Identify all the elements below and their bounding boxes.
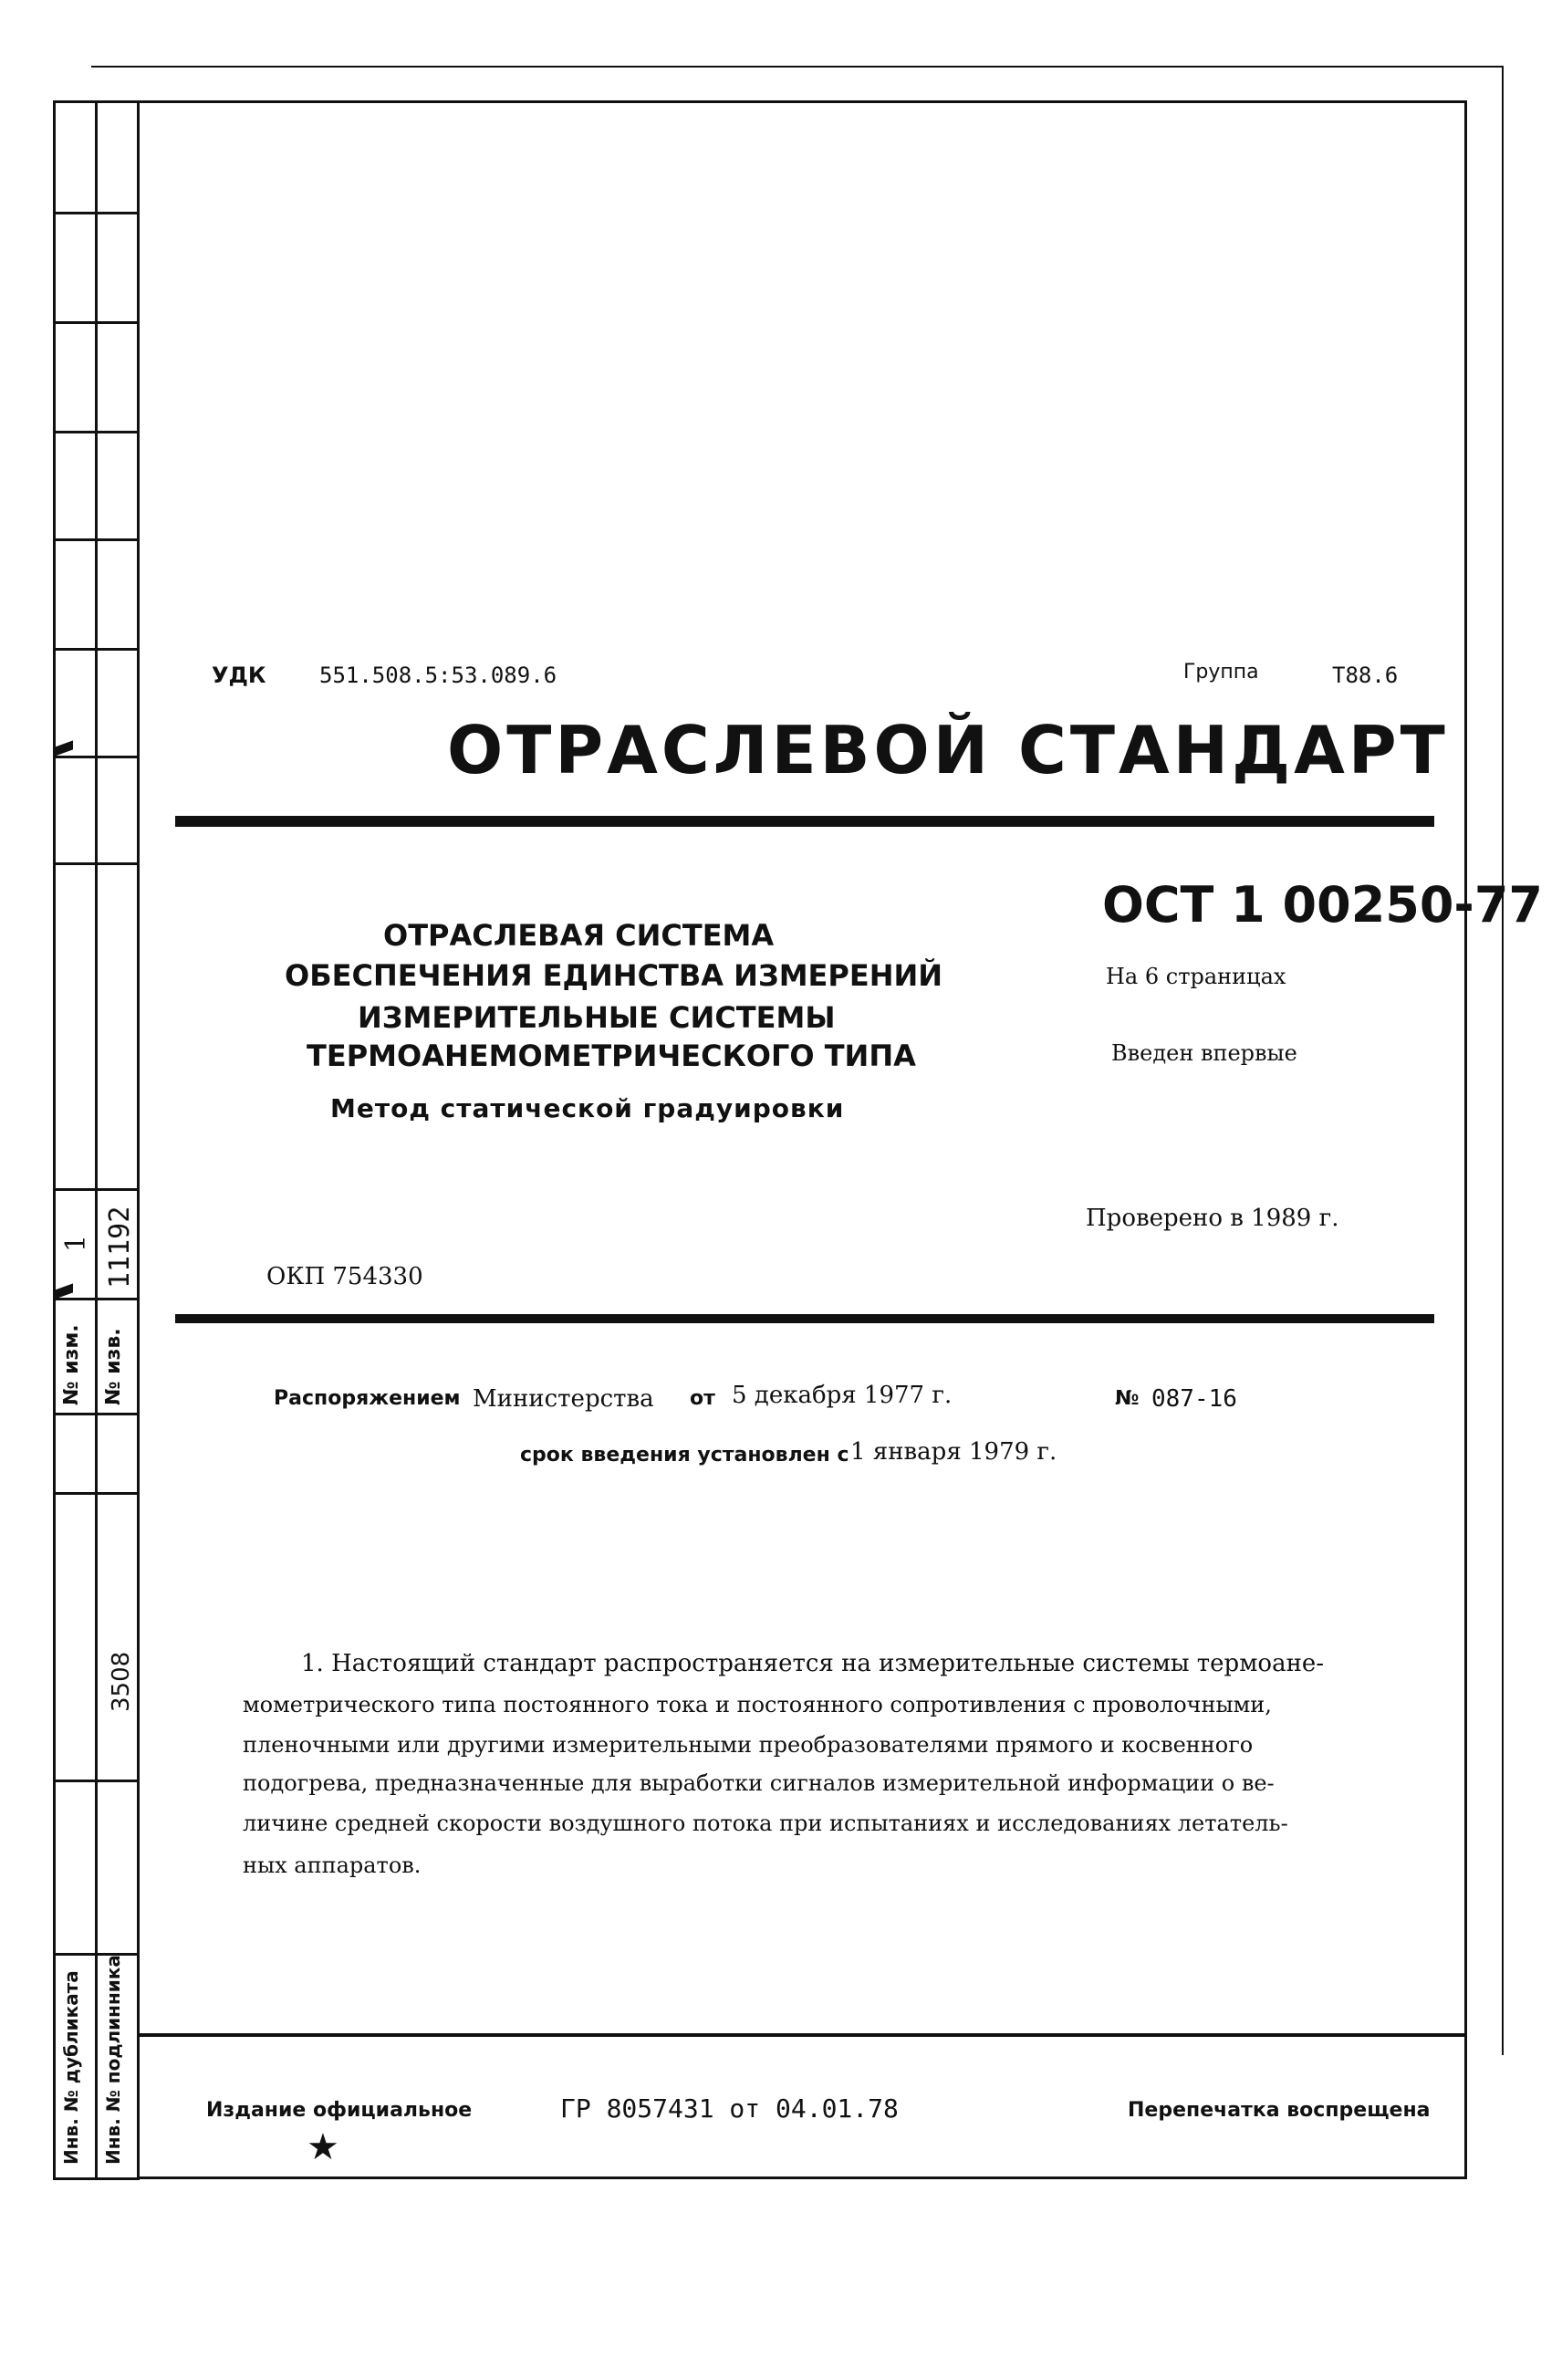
- subject-line5: Метод статической градуировки: [330, 1093, 845, 1123]
- subject-line4: ТЕРМОАНЕМОМЕТРИЧЕСКОГО ТИПА: [307, 1039, 916, 1073]
- stamp-cell-divider: [53, 212, 140, 214]
- stamp-cell-divider: [53, 756, 140, 758]
- stamp-col-top: [53, 100, 140, 103]
- standard-introduced: Введен впервые: [1111, 1040, 1297, 1066]
- standard-pages: На 6 страницах: [1106, 964, 1286, 989]
- body-line3: пленочными или другими измерительными преобразователями прямого и косвенного: [243, 1732, 1254, 1758]
- scan-border-top: [91, 66, 1504, 68]
- stamp-col-mid: [95, 100, 98, 2179]
- order-from-label: от: [690, 1387, 715, 1410]
- okp-code: ОКП 754330: [266, 1263, 423, 1290]
- order-date: 5 декабря 1977 г.: [732, 1382, 953, 1409]
- body-line5: личине средней скорости воздушного потока при испытаниях и исследованиях летатель-: [243, 1811, 1288, 1836]
- stamp-col-bottom: [53, 2177, 140, 2180]
- stamp-orig-label: Инв. № подлинника: [102, 1955, 124, 2165]
- footer-star: ★: [307, 2126, 339, 2168]
- footer-rule: [137, 2033, 1467, 2037]
- stamp-change-no-value: 1: [60, 1234, 92, 1252]
- stamp-cell-divider: [53, 321, 140, 324]
- body-line6: ных аппаратов.: [243, 1853, 422, 1878]
- stamp-cell-divider: [53, 1413, 140, 1415]
- subject-line1: ОТРАСЛЕВАЯ СИСТЕМА: [383, 918, 775, 953]
- order-by-label: Распоряжением: [274, 1387, 461, 1410]
- order-number-label: №: [1115, 1387, 1140, 1410]
- group-value: Т88.6: [1332, 663, 1399, 688]
- order-rule: [175, 1314, 1434, 1323]
- subject-line2: ОБЕСПЕЧЕНИЯ ЕДИНСТВА ИЗМЕРЕНИЙ: [285, 958, 943, 993]
- stamp-dup-label: Инв. № дубликата: [60, 1970, 82, 2165]
- subject-line3: ИЗМЕРИТЕЛЬНЫЕ СИСТЕМЫ: [358, 1000, 836, 1035]
- stamp-cell-divider: [53, 1780, 140, 1782]
- stamp-cell-divider: [53, 538, 140, 541]
- stamp-cell-divider: [53, 1953, 140, 1956]
- standard-code: ОСТ 1 00250-77: [1102, 876, 1543, 934]
- stamp-notice-no-value: 11192: [104, 1206, 136, 1289]
- page-title: ОТРАСЛЕВОЙ СТАНДАРТ: [447, 712, 1449, 788]
- title-rule: [175, 816, 1434, 827]
- udk-label: УДК: [212, 663, 266, 688]
- group-label: Группа: [1183, 661, 1259, 684]
- stamp-cell-divider: [53, 431, 140, 433]
- body-line2: мометрического типа постоянного тока и постоянного сопротивления с проволочными,: [243, 1692, 1272, 1717]
- stamp-cell-divider: [53, 862, 140, 865]
- stamp-tick: [55, 740, 73, 756]
- stamp-orig-value: 3508: [108, 1651, 135, 1712]
- stamp-change-no-label: № изм.: [60, 1324, 83, 1405]
- scan-border-right: [1502, 66, 1504, 2055]
- footer-registration: ГР 8057431 от 04.01.78: [560, 2093, 899, 2124]
- order-term-label: срок введения установлен с: [520, 1444, 849, 1467]
- stamp-cell-divider: [53, 1492, 140, 1495]
- stamp-cell-divider: [53, 648, 140, 651]
- body-line4: подогрева, предназначенные для выработки сигналов измерительной информации о ве-: [243, 1770, 1275, 1796]
- stamp-cell-divider: [53, 1298, 140, 1300]
- order-number: 087-16: [1151, 1385, 1237, 1413]
- stamp-col-left: [53, 100, 56, 2179]
- udk-value: 551.508.5:53.089.6: [319, 663, 557, 688]
- stamp-notice-no-label: № изв.: [102, 1328, 125, 1405]
- footer-official: Издание официальное: [206, 2099, 473, 2122]
- standard-checked: Проверено в 1989 г.: [1086, 1205, 1339, 1232]
- body-line1: 1. Настоящий стандарт распространяется на измерительные системы термоане-: [301, 1650, 1325, 1677]
- order-term-date: 1 января 1979 г.: [850, 1438, 1057, 1466]
- footer-reprint: Перепечатка воспрещена: [1128, 2099, 1431, 2122]
- order-ministry: Министерства: [473, 1385, 654, 1413]
- stamp-cell-divider: [53, 1188, 140, 1191]
